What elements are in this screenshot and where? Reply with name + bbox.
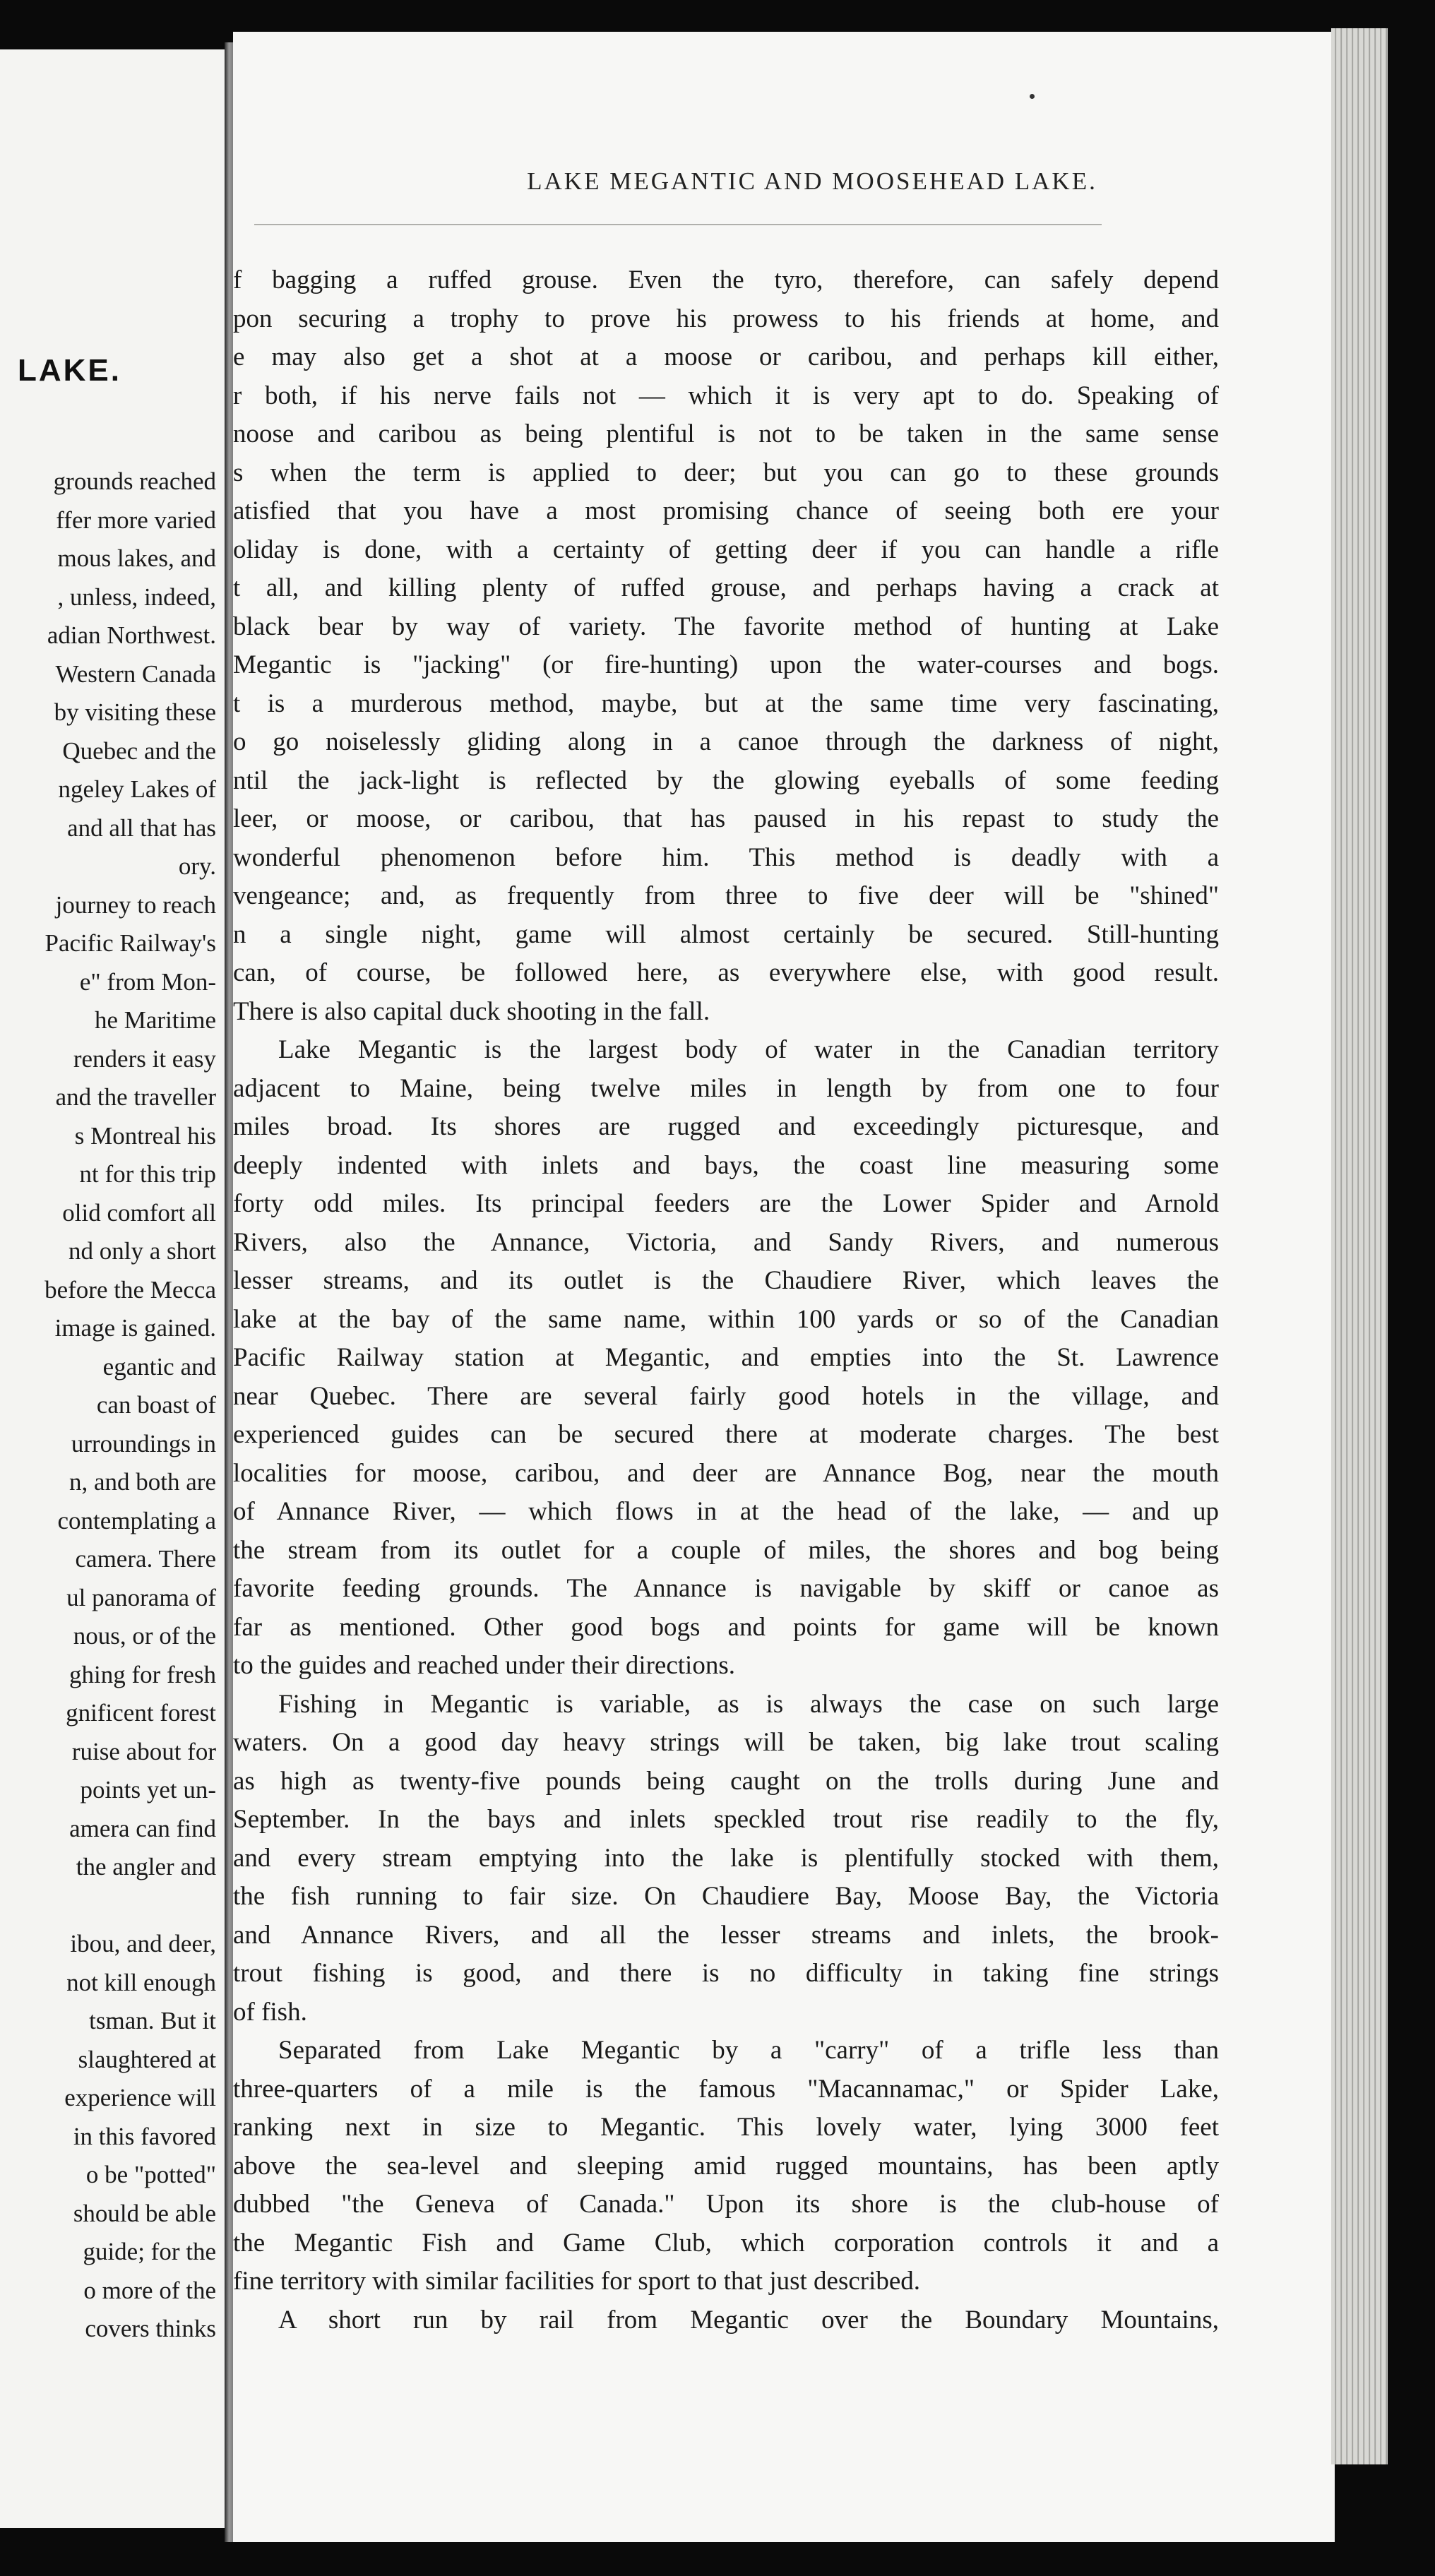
left-text-line: journey to reach <box>55 890 216 919</box>
left-page-fragment <box>0 49 225 2528</box>
body-text <box>233 261 1219 2339</box>
body-text-line: t is a murderous method, maybe, but at the same time very fascinating, <box>233 688 1219 718</box>
body-text-line: noose and caribou as being plentiful is not to be taken in the same sense <box>233 419 1219 448</box>
body-text-line: forty odd miles. Its principal feeders are the Lower Spider and Arnold <box>233 1189 1219 1218</box>
body-text-line: near Quebec. There are several fairly good hotels in the village, and <box>233 1381 1219 1411</box>
body-text-line: o go noiselessly gliding along in a canoe through the darkness of night, <box>233 727 1219 756</box>
left-text-line: camera. There <box>75 1545 216 1573</box>
left-text-line <box>0 1887 219 1926</box>
left-text-line: Pacific Railway's <box>44 929 216 957</box>
body-text-line: dubbed "the Geneva of Canada." Upon its shore is the club-house of <box>233 2190 1219 2219</box>
body-text-line: above the sea-level and sleeping amid rugged mountains, has been aptly <box>233 2151 1219 2181</box>
body-text-line: adjacent to Maine, being twelve miles in length by from one to four <box>233 1073 1219 1103</box>
body-text-line: n a single night, game will almost certainly be secured. Still-hunting <box>233 919 1219 949</box>
left-text-line: and the traveller <box>55 1083 216 1111</box>
left-page-heading: LAKE. <box>18 353 121 388</box>
left-text-line: mous lakes, and <box>57 544 216 572</box>
body-text-line: miles broad. Its shores are rugged and exceedingly picturesque, and <box>233 1112 1219 1141</box>
body-text-line: Pacific Railway station at Megantic, and empties into the St. Lawrence <box>233 1343 1219 1372</box>
left-text-line: nous, or of the <box>73 1622 216 1650</box>
left-text-line: and all that has <box>67 813 216 842</box>
body-text-line: waters. On a good day heavy strings will be taken, big lake trout scaling <box>233 1728 1219 1757</box>
left-text-line: by visiting these <box>54 698 216 726</box>
left-text-line: can boast of <box>96 1391 216 1419</box>
page-edges <box>1331 28 1388 2464</box>
left-text-line: ghing for fresh <box>69 1660 216 1688</box>
left-text-line: urroundings in <box>71 1429 216 1457</box>
body-text-line: can, of course, be followed here, as everywhere else, with good result. <box>233 958 1219 987</box>
left-text-line: he Maritime <box>94 1006 216 1034</box>
body-text-line: oliday is done, with a certainty of getting deer if you can handle a rifle <box>233 535 1219 564</box>
left-text-line: covers thinks <box>85 2315 216 2342</box>
left-text-line: e" from Mon- <box>79 967 216 996</box>
body-text-line: vengeance; and, as frequently from three to five deer will be "shined" <box>233 881 1219 910</box>
body-text-line: experienced guides can be secured there at moderate charges. The best <box>233 1420 1219 1449</box>
left-text-line: guide; for the <box>83 2238 216 2265</box>
body-text-line: September. In the bays and inlets speckled trout rise readily to the fly, <box>233 1805 1219 1834</box>
body-text-line: A short run by rail from Megantic over the Boundary Mountains, <box>278 2305 1219 2334</box>
body-text-line: s when the term is applied to deer; but you can go to these grounds <box>233 458 1219 487</box>
body-text-line: to the guides and reached under their directions. <box>233 1651 735 1680</box>
left-text-line: n, and both are <box>69 1468 216 1496</box>
body-text-line: Megantic is "jacking" (or fire-hunting) upon the water-courses and bogs. <box>233 650 1219 679</box>
body-text-line: Rivers, also the Annance, Victoria, and Sandy Rivers, and numerous <box>233 1227 1219 1257</box>
left-text-line: egantic and <box>102 1352 216 1381</box>
left-text-line: gnificent forest <box>66 1699 216 1727</box>
left-text-line: contemplating a <box>57 1506 216 1534</box>
left-text-line: should be able <box>73 2199 216 2227</box>
body-text-line: ntil the jack-light is reflected by the glowing eyeballs of some feeding <box>233 765 1219 795</box>
body-text-line: black bear by way of variety. The favorite method of hunting at Lake <box>233 612 1219 641</box>
body-text-line: of Annance River, — which flows in at the head of the lake, — and up <box>233 1497 1219 1526</box>
left-text-line: ory. <box>178 852 216 880</box>
left-text-line: grounds reached <box>53 467 216 495</box>
left-text-line: the angler and <box>76 1853 216 1880</box>
body-text-line: and every stream emptying into the lake is plentifully stocked with them, <box>233 1843 1219 1873</box>
body-text-line: far as mentioned. Other good bogs and points for game will be known <box>233 1612 1219 1642</box>
body-text-line: trout fishing is good, and there is no difficulty in taking fine strings <box>233 1959 1219 1988</box>
left-text-line: ngeley Lakes of <box>58 775 216 803</box>
header-rule <box>254 224 1102 225</box>
body-text-line: the Megantic Fish and Game Club, which corporation controls it and a <box>233 2228 1219 2258</box>
left-text-line: o be "potted" <box>85 2161 216 2188</box>
body-text-line: lake at the bay of the same name, within 100 yards or so of the Canadian <box>233 1304 1219 1334</box>
body-text-line: Separated from Lake Megantic by a "carry" of a trifle less than <box>278 2036 1219 2065</box>
left-text-line: tsman. But it <box>89 2007 216 2034</box>
left-text-line: nt for this trip <box>79 1160 216 1188</box>
left-text-line: amera can find <box>69 1814 216 1842</box>
left-text-line: olid comfort all <box>62 1198 216 1227</box>
left-text-line: s Montreal his <box>74 1121 216 1150</box>
body-text-line: e may also get a shot at a moose or caribou, and perhaps kill either, <box>233 342 1219 371</box>
body-text-line: lesser streams, and its outlet is the Chaudiere River, which leaves the <box>233 1266 1219 1295</box>
left-text-line: slaughtered at <box>78 2045 216 2073</box>
right-page <box>233 32 1335 2542</box>
left-text-line: ul panorama of <box>66 1583 216 1611</box>
body-text-line: localities for moose, caribou, and deer are Annance Bog, near the mouth <box>233 1458 1219 1488</box>
left-text-line: adian Northwest. <box>47 621 216 649</box>
dust-speck <box>1030 94 1035 99</box>
left-text-line: in this favored <box>73 2122 216 2150</box>
body-text-line: favorite feeding grounds. The Annance is navigable by skiff or canoe as <box>233 1574 1219 1603</box>
left-text-line: , unless, indeed, <box>57 583 216 611</box>
left-text-line: ruise about for <box>71 1737 216 1765</box>
left-text-line: image is gained. <box>54 1314 216 1342</box>
body-text-line: fine territory with similar facilities for sport to that just described. <box>233 2267 921 2296</box>
body-text-line: the stream from its outlet for a couple of miles, the shores and bog being <box>233 1535 1219 1565</box>
body-text-line: and Annance Rivers, and all the lesser streams and inlets, the brook- <box>233 1920 1219 1950</box>
body-text-line: Lake Megantic is the largest body of water in the Canadian territory <box>278 1035 1219 1064</box>
left-text-line: ffer more varied <box>56 506 216 534</box>
left-text-line: experience will <box>64 2084 216 2111</box>
body-text-line: leer, or moose, or caribou, that has paused in his repast to study the <box>233 804 1219 833</box>
left-text-line: ibou, and deer, <box>70 1930 216 1957</box>
body-text-line: r both, if his nerve fails not — which it is very apt to do. Speaking of <box>233 381 1219 410</box>
left-text-line: not kill enough <box>66 1968 216 1996</box>
left-text-line: renders it easy <box>73 1044 216 1073</box>
body-text-line: wonderful phenomenon before him. This method is deadly with a <box>233 842 1219 872</box>
body-text-line: t all, and killing plenty of ruffed grouse, and perhaps having a crack at <box>233 573 1219 602</box>
body-text-line: the fish running to fair size. On Chaudiere Bay, Moose Bay, the Victoria <box>233 1882 1219 1911</box>
left-text-line: Quebec and the <box>62 737 216 765</box>
body-text-line: deeply indented with inlets and bays, the coast line measuring some <box>233 1150 1219 1180</box>
body-text-line: f bagging a ruffed grouse. Even the tyro, therefore, can safely depend <box>233 266 1219 294</box>
body-text-line: pon securing a trophy to prove his prowess to his friends at home, and <box>233 304 1219 333</box>
running-head-title: LAKE MEGANTIC AND MOOSEHEAD LAKE. <box>527 167 1097 195</box>
left-text-line: before the Mecca <box>44 1275 216 1304</box>
body-text-line: ranking next in size to Megantic. This lovely water, lying 3000 feet <box>233 2113 1219 2142</box>
left-text-line: nd only a short <box>68 1237 216 1265</box>
body-text-line: There is also capital duck shooting in the fall. <box>233 996 710 1026</box>
body-text-line: of fish. <box>233 1997 307 2027</box>
left-page-text <box>0 463 219 2349</box>
body-text-line: Fishing in Megantic is variable, as is always the case on such large <box>278 1689 1219 1719</box>
left-text-line: Western Canada <box>55 660 216 688</box>
body-text-line: three-quarters of a mile is the famous "Macannamac," or Spider Lake, <box>233 2074 1219 2104</box>
left-text-line: points yet un- <box>80 1776 216 1803</box>
body-text-line: atisfied that you have a most promising chance of seeing both ere your <box>233 496 1219 525</box>
left-text-line: o more of the <box>83 2276 216 2304</box>
body-text-line: as high as twenty-five pounds being caught on the trolls during June and <box>233 1766 1219 1796</box>
